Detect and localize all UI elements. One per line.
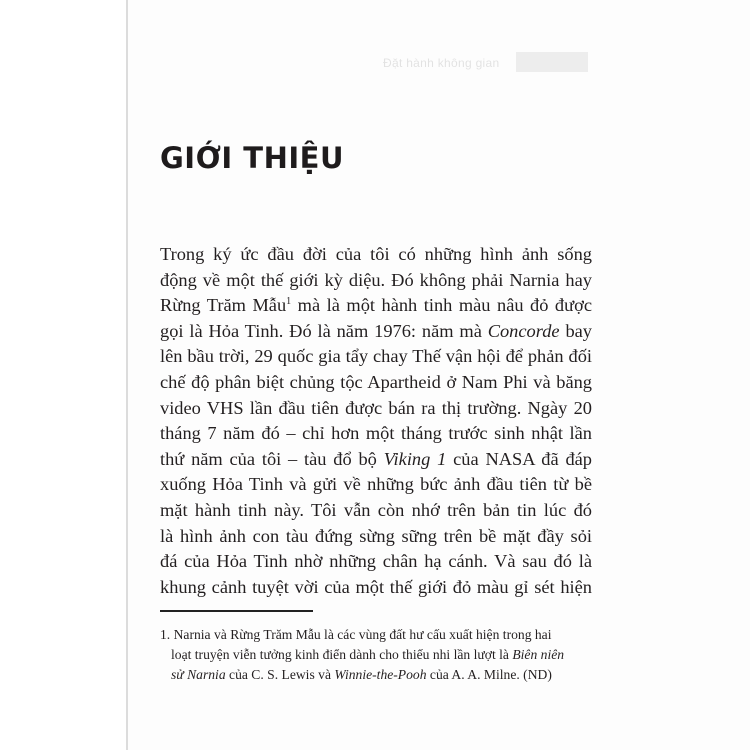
body-line: Trong ký ức đầu đời của tôi có những hình ảnh sống xyxy=(160,244,592,264)
body-line: chế độ phân biệt chủng tộc Apartheid ở Nam Phi và băng xyxy=(160,371,592,392)
body-line: đá của Hỏa Tinh nhờ những chân hạ cánh. Và sau đó là xyxy=(160,551,592,572)
body-paragraph xyxy=(160,242,592,600)
footnote-marker: 1 xyxy=(286,296,292,308)
footnote xyxy=(160,625,592,685)
body-line: thứ năm của tôi – tàu đổ bộ Viking 1 của NASA đã đáp xyxy=(160,448,592,469)
body-line: gọi là Hỏa Tinh. Đó là năm 1976: năm mà Concorde bay xyxy=(160,320,592,341)
bleed-through-header: Đặt hành không gian xyxy=(383,56,500,70)
body-line: là hình ảnh con tàu đứng sừng sững trên bề mặt đầy sỏi xyxy=(160,525,592,546)
bleed-through-header-tab xyxy=(516,52,588,72)
body-line: xuống Hỏa Tinh và gửi về những bức ảnh đầu tiên từ bề xyxy=(160,474,592,495)
body-line: tháng 7 năm đó – chỉ hơn một tháng trước sinh nhật lần xyxy=(160,423,592,444)
chapter-title: GIỚI THIỆU xyxy=(160,141,345,175)
footnote-divider xyxy=(160,610,313,612)
footnote-line: loạt truyện viễn tưởng kinh điển dành cho thiếu nhi lần lượt là Biên niên xyxy=(171,647,565,662)
footnote-line: 1. Narnia và Rừng Trăm Mẫu là các vùng đất hư cấu xuất hiện trong hai xyxy=(160,627,552,642)
body-line: video VHS lần đầu tiên được bán ra thị trường. Ngày 20 xyxy=(160,397,592,418)
body-line: lên bầu trời, 29 quốc gia tẩy chay Thế vận hội để phản đối xyxy=(160,346,592,367)
body-line: động về một thế giới kỳ diệu. Đó không phải Narnia hay xyxy=(160,269,592,290)
body-line: mặt hành tinh này. Tôi vẫn còn nhớ trên bản tin lúc đó xyxy=(160,499,592,520)
footnote-line: sử Narnia của C. S. Lewis và Winnie-the-Pooh của A. A. Milne. (ND) xyxy=(171,667,552,682)
body-line: Rừng Trăm Mẫu$^1$ mà là một hành tinh màu nâu đỏ được xyxy=(160,295,592,316)
body-line: khung cảnh tuyệt vời của một thế giới đỏ màu gỉ sét hiện xyxy=(160,576,592,597)
